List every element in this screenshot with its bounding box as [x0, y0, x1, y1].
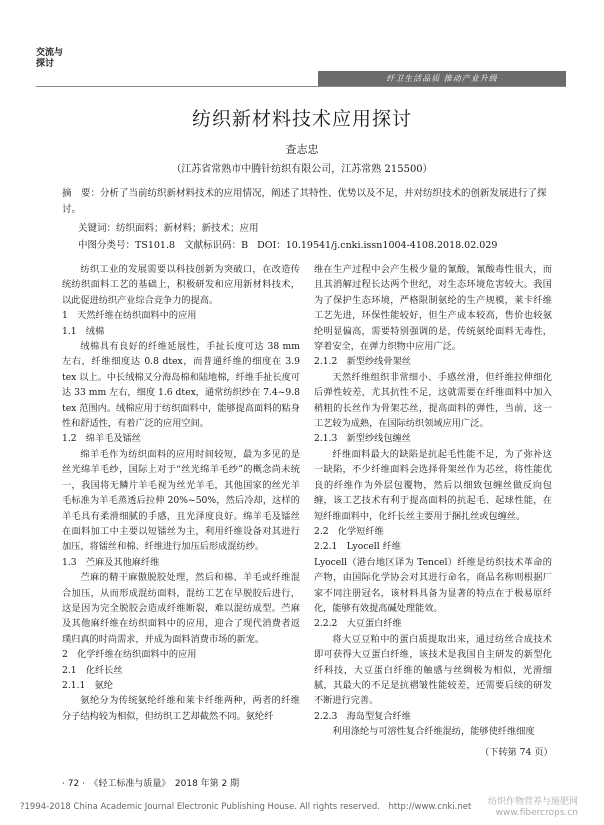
section-heading: 2.2 化学短纤维	[314, 525, 384, 537]
header-rule	[36, 86, 566, 87]
paragraph: 利用涤纶与可溶性复合纤维混纺，能够使纤维细度	[332, 726, 535, 738]
section-heading: 2.2.2 大豆蛋白纤维	[314, 618, 402, 630]
header-banner: 纤卫生活品质 推动产业升级	[318, 71, 566, 86]
paragraph: 绒棉具有良好的纤维延展性，手扯长度可达 38 mm 左右，纤维细度达 0.8 dtex，而普通纤维的细度在 3.9 tex 以上。中长绒棉又分海岛棉和陆地棉，纤维手扯长度可达 33 mm 左右，细度 1.6 dtex，通常纺织纱在 7.4~9.8 tex 范围内。绒棉应用于纺织面料中，能够提高面料的粘身性和舒适性，有着广泛的应用空间。	[62, 341, 300, 430]
section-heading: 1 天然纤维在纺织面料中的应用	[62, 310, 197, 322]
affiliation: （江苏省常熟市中腾针纺织有限公司，江苏常熟 215500）	[171, 164, 433, 175]
watermark-logo: 纺织作物营养与施肥网 www.fibercrops.cn	[488, 797, 579, 818]
section-heading: 2 化学纤维在纺织面料中的应用	[62, 649, 197, 661]
section-heading: 2.1 化纤长丝	[62, 664, 123, 676]
section-heading: 2.1.1 氨纶	[62, 679, 113, 691]
article-title: 纺织新材料技术应用探讨	[191, 108, 412, 130]
section-tag: 交流与 探讨	[36, 48, 64, 69]
section-heading: 2.2.3 海岛型复合纤维	[314, 710, 411, 722]
section-heading: 1.1 绒棉	[62, 325, 105, 337]
paragraph: Lyocell（港台地区译为 Tencel）纤维是纺织技术革命的产物，由国际化学协会对其进行命名，商品名称则根据厂家不同注册冠名，该材料具备为显著的特点在于极易原纤化，能够有效提高碱处理能效。	[314, 556, 552, 614]
paragraph: 维在生产过程中会产生极少量的氰酸，氰酸毒性很大，而且其消解过程长达两个世纪，对生态环境危害较大。我国为了保护生态环境，严格限制氨纶的生产规模，莱卡纤维工艺先进，环保性能较好，但生产成本较高，售价也较氨纶明显偏高，需要特别强调的是，传统氨纶面料无毒性，穿着安全，在弹力织物中应用广泛。	[314, 264, 552, 353]
continued-note: （下转第 74 页）	[480, 747, 553, 758]
section-heading: 1.2 绵羊毛及镭丝	[62, 433, 141, 445]
author: 查志忠	[285, 143, 319, 156]
page-footer: · 72 · 《轻工标准与质量》 2018 年第 2 期	[62, 779, 240, 789]
section-heading: 2.1.2 新型纱线骨架丝	[314, 356, 411, 368]
copyright-line: ?1994-2018 China Academic Journal Electronic Publishing House. All rights reserved. http://www.cnki.net	[20, 802, 472, 812]
left-column	[62, 262, 300, 724]
section-heading: 1.3 苎麻及其他麻纤维	[62, 556, 160, 568]
doi: DOI：10.19541/j.cnki.issn1004-4108.2018.02.029	[257, 240, 498, 251]
paragraph: 苎麻的精干麻傲脱胶处理，然后和棉、羊毛或纤维混合加压，从而形成混纺面料，混纺工艺在早脱胶后进行，这是因为完全脱胶会造成纤维断裂，难以混纺成型。苎麻及其他麻纤维在纺织面料中的应用，迎合了现代消费者返璞归真的时尚需求，并成为面料消费市场的新宠。	[62, 572, 300, 645]
abstract	[62, 186, 552, 218]
paragraph: 纤维面料最大的缺陷是抗起毛性能不足，为了弥补这一缺陷，不少纤维面料会选择骨架丝作为芯丝，将性能优良的纤维作为外层包覆物，然后以细致包缠丝做反向包缠，该工艺技术有利于提高面料的抗起毛、起球性能，在短纤维面料中，化纤长丝主要用于捆扎丝或包缠丝。	[314, 448, 552, 522]
clc-number: 中图分类号：TS101.8	[78, 240, 176, 251]
paragraph: 天然纤维组织非常细小、手感丝滑，但纤维拉伸细化后弹性较差，尤其抗性不足，这就需要在纤维面料中加入稍粗的长丝作为骨架芯丝，提高面料的弹性，当前，这一工艺较为成熟，在国际纺织领域应用广泛。	[314, 371, 552, 430]
paragraph: 纺织工业的发展需要以科技创新为突破口，在改造传统纺织面料工艺的基础上，积极研发和应用新材料技术，以此促进纺织产业综合竞争力的提高。	[62, 264, 300, 306]
right-column	[314, 262, 552, 740]
section-heading: 2.2.1 Lyocell 纤维	[314, 541, 401, 553]
keywords: 关键词：纺织面料；新材料；新技术；应用	[78, 223, 259, 234]
section-heading: 2.1.3 新型纱线包缠丝	[314, 433, 411, 445]
classification	[78, 237, 503, 251]
document-code: 文献标识码：B	[184, 240, 249, 251]
abstract-text: 摘 要：分析了当前纺织新材料技术的应用情况，阐述了其特性、优势以及不足，并对纺织技术的创新发展进行了探讨。	[62, 188, 547, 215]
paragraph: 将大豆豆粕中的蛋白质提取出来，通过纺丝合成技术即可获得大豆蛋白纤维，该技术是我国自主研发的新型化纤科技，大豆蛋白纤维的触感与丝绸极为相似，光滑细腻，其最大的不足是抗褶皱性能较差，还需要后续的研发不断进行完善。	[314, 633, 552, 707]
paragraph: 氨纶分为传统氨纶纤维和莱卡纤维两种，两者的纤维分子结构较为相似，但纺织工艺却截然不同。氨纶纤	[62, 695, 300, 722]
paragraph: 绵羊毛作为纺织面料的应用时间较短，最为多见的是丝光绵羊毛纱，国际上对于“丝光绵羊毛纱”的概念尚未统一，我国将无鳞片羊毛视为丝光羊毛，其他国家的丝光羊毛标准为羊毛蒸透后拉伸 20%~50%，然后冷却，这样的羊毛具有柔滑细腻的手感，且光泽度良好。绵羊毛及镭丝在面料加工中主要以短镭丝为主，利用纤维设备对其进行加压，将镭丝和棉、纤维进行加压后形成混纺纱。	[62, 448, 300, 553]
